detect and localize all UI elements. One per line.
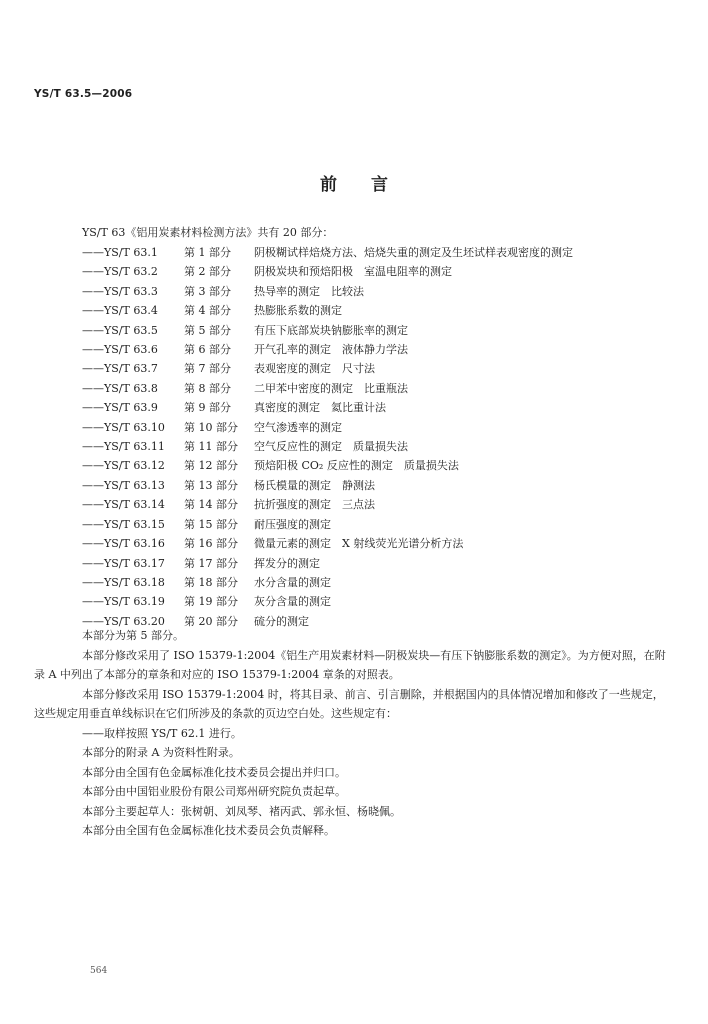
- list-item: [82, 262, 573, 281]
- part-code: ——YS/T 63.3: [82, 284, 158, 298]
- part-code: ——YS/T 63.18: [82, 575, 165, 589]
- part-title: 有压下底部炭块钠膨胀率的测定: [254, 323, 408, 337]
- part-code: ——YS/T 63.12: [82, 459, 165, 473]
- part-title: 耐压强度的测定: [254, 517, 331, 531]
- list-item: [82, 573, 573, 592]
- part-number: 第 17 部分: [184, 556, 238, 570]
- part-title: 挥发分的测定: [254, 556, 320, 570]
- part-title: 空气渗透率的测定: [254, 420, 342, 434]
- list-item: [82, 534, 573, 553]
- page-number: 564: [90, 966, 108, 976]
- part-code: ——YS/T 63.16: [82, 537, 165, 551]
- list-item: [82, 340, 573, 359]
- paragraph: 本部分为第 5 部分。: [82, 629, 184, 642]
- part-title: 硫分的测定: [254, 614, 309, 628]
- part-code: ——YS/T 63.5: [82, 323, 158, 337]
- part-number: 第 15 部分: [184, 517, 238, 531]
- list-item: [82, 301, 573, 320]
- list-item: [82, 321, 573, 340]
- list-item: [82, 418, 573, 437]
- page-title: 前言: [320, 175, 422, 195]
- part-number: 第 19 部分: [184, 595, 238, 609]
- part-code: ——YS/T 63.8: [82, 381, 158, 395]
- part-number: 第 16 部分: [184, 537, 238, 551]
- part-number: 第 8 部分: [184, 381, 231, 395]
- part-title: 空气反应性的测定 质量损失法: [254, 440, 408, 454]
- part-number: 第 12 部分: [184, 459, 238, 473]
- paragraph: 本部分的附录 A 为资料性附录。: [82, 746, 240, 759]
- part-number: 第 20 部分: [184, 614, 238, 628]
- body-text: [34, 626, 674, 841]
- paragraph: 本部分由中国铝业股份有限公司郑州研究院负责起草。: [82, 785, 346, 798]
- list-item: [82, 476, 573, 495]
- part-code: ——YS/T 63.15: [82, 517, 165, 531]
- part-code: ——YS/T 63.13: [82, 478, 165, 492]
- part-number: 第 7 部分: [184, 362, 231, 376]
- part-number: 第 6 部分: [184, 343, 231, 357]
- part-code: ——YS/T 63.20: [82, 614, 165, 628]
- part-code: ——YS/T 63.17: [82, 556, 165, 570]
- list-item: [82, 379, 573, 398]
- part-number: 第 10 部分: [184, 420, 238, 434]
- list-item: [82, 456, 573, 475]
- list-item: [82, 495, 573, 514]
- part-code: ——YS/T 63.1: [82, 246, 158, 259]
- list-item: [82, 515, 573, 534]
- paragraph: 本部分主要起草人：张树朝、刘凤琴、褚丙武、郭永恒、杨晓佩。: [82, 804, 401, 818]
- paragraph: 本部分由全国有色金属标准化技术委员会负责解释。: [82, 824, 335, 837]
- part-number: 第 13 部分: [184, 478, 238, 492]
- part-code: ——YS/T 63.19: [82, 595, 165, 609]
- part-code: ——YS/T 63.9: [82, 401, 158, 415]
- part-code: ——YS/T 63.14: [82, 498, 165, 512]
- part-number: 第 14 部分: [184, 498, 238, 512]
- part-title: 灰分含量的测定: [254, 595, 331, 609]
- list-item: [82, 592, 573, 611]
- intro-line: YS/T 63《铝用炭素材料检测方法》共有 20 部分：: [82, 226, 334, 239]
- part-title: 开气孔率的测定 液体静力学法: [254, 343, 408, 357]
- part-title: 热导率的测定 比较法: [254, 284, 364, 298]
- part-code: ——YS/T 63.11: [82, 440, 165, 454]
- part-title: 表观密度的测定 尺寸法: [254, 362, 375, 376]
- part-number: 第 18 部分: [184, 575, 238, 589]
- list-item: [82, 359, 573, 378]
- part-title: 杨氏模量的测定 静测法: [254, 478, 375, 492]
- paragraph: 本部分由全国有色金属标准化技术委员会提出并归口。: [82, 765, 346, 779]
- part-title: 热膨胀系数的测定: [254, 304, 342, 318]
- part-number: 第 5 部分: [184, 323, 231, 337]
- list-item: [82, 243, 573, 262]
- part-title: 阴极炭块和预焙阳极 室温电阻率的测定: [254, 265, 452, 279]
- part-code: ——YS/T 63.2: [82, 265, 158, 279]
- part-code: ——YS/T 63.6: [82, 343, 158, 357]
- part-number: 第 4 部分: [184, 304, 231, 318]
- parts-list: [82, 243, 573, 631]
- paragraph: ——取样按照 YS/T 62.1 进行。: [82, 726, 242, 740]
- part-title: 预焙阳极 CO₂ 反应性的测定 质量损失法: [254, 459, 459, 473]
- part-code: ——YS/T 63.7: [82, 362, 158, 376]
- part-title: 微量元素的测定 X 射线荧光光谱分析方法: [254, 537, 464, 551]
- part-code: ——YS/T 63.4: [82, 304, 158, 318]
- part-code: ——YS/T 63.10: [82, 420, 165, 434]
- part-title: 阴极糊试样焙烧方法、焙烧失重的测定及生坯试样表观密度的测定: [254, 246, 573, 259]
- list-item: [82, 398, 573, 417]
- list-item: [82, 282, 573, 301]
- part-number: 第 3 部分: [184, 284, 231, 298]
- part-number: 第 2 部分: [184, 265, 231, 279]
- part-number: 第 11 部分: [184, 440, 238, 454]
- part-title: 二甲苯中密度的测定 比重瓶法: [254, 381, 408, 395]
- list-item: [82, 437, 573, 456]
- paragraph: 本部分修改采用了 ISO 15379-1:2004《铝生产用炭素材料—阴极炭块—有压下钠膨胀系数的测定》。为方便对照，在附录 A 中列出了本部分的章条和对应的 ISO 15379-1:2004 章条的对照表。: [34, 648, 666, 681]
- part-number: 第 9 部分: [184, 401, 231, 415]
- paragraph: 本部分修改采用 ISO 15379-1:2004 时，将其目录、前言、引言删除，并根据国内的具体情况增加和修改了一些规定，这些规定用垂直单线标识在它们所涉及的条款的页边空白处。这些规定有：: [34, 687, 664, 720]
- standard-number: YS/T 63.5—2006: [34, 88, 133, 100]
- part-title: 真密度的测定 氦比重计法: [254, 401, 386, 415]
- part-number: 第 1 部分: [184, 246, 231, 259]
- part-title: 水分含量的测定: [254, 575, 331, 589]
- list-item: [82, 554, 573, 573]
- part-title: 抗折强度的测定 三点法: [254, 498, 375, 512]
